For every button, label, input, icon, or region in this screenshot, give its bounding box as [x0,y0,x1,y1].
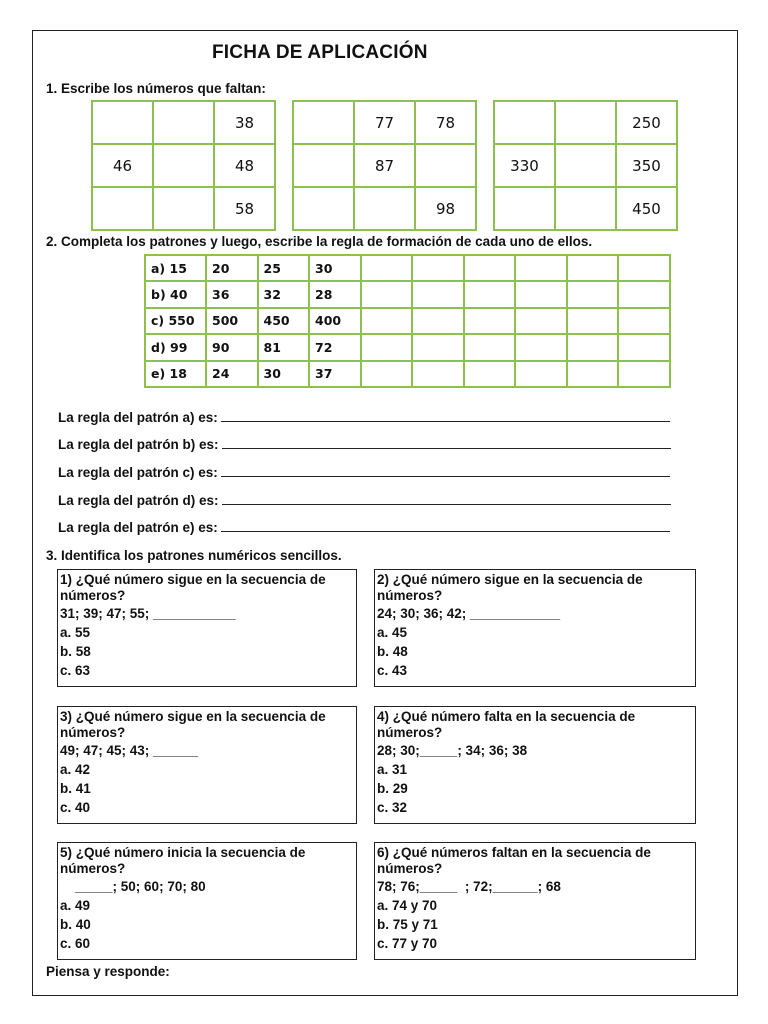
option-c[interactable]: c. 63 [60,663,91,678]
question-text: 1) ¿Qué número sigue en la secuencia de [60,572,326,587]
rule-label: La regla del patrón c) es: [58,465,218,480]
option-b[interactable]: b. 48 [377,644,408,659]
grid-cell[interactable] [153,187,214,230]
question-text: números? [60,861,126,876]
pattern-blank-cell[interactable] [412,361,464,387]
option-b[interactable]: b. 29 [377,781,408,796]
page-title: FICHA DE APLICACIÓN [212,42,428,63]
pattern-blank-cell[interactable] [515,361,567,387]
pattern-blank-cell[interactable] [515,334,567,360]
exercise-2-heading: 2. Completa los patrones y luego, escribe la regla de formación de cada uno de ellos. [46,234,593,249]
pattern-cell: 72 [309,334,361,360]
pattern-blank-cell[interactable] [515,308,567,334]
rule-answer-blank[interactable] [221,520,670,532]
sequence-text: 24; 30; 36; 42; ____________ [377,606,561,621]
grid-cell[interactable] [415,144,476,187]
sequence-text: 49; 47; 45; 43; ______ [60,743,199,758]
pattern-cell: 500 [206,308,258,334]
pattern-cell: 25 [258,255,310,281]
option-a[interactable]: a. 55 [60,625,91,640]
pattern-cell: 20 [206,255,258,281]
pattern-cell: 400 [309,308,361,334]
footer-prompt: Piensa y responde: [46,964,170,979]
question-text: 3) ¿Qué número sigue en la secuencia de [60,709,326,724]
option-b[interactable]: b. 75 y 71 [377,917,438,932]
grid-cell: 58 [214,187,275,230]
pattern-row-a [145,255,670,281]
grid-cell[interactable] [494,101,555,144]
rule-label: La regla del patrón a) es: [58,410,218,425]
option-a[interactable]: a. 45 [377,625,408,640]
question-box-6 [374,842,696,960]
rule-line-a [58,410,670,425]
pattern-blank-cell[interactable] [618,255,670,281]
option-c[interactable]: c. 77 y 70 [377,936,438,951]
rule-label: La regla del patrón b) es: [58,437,219,452]
grid-cell[interactable] [92,101,153,144]
pattern-blank-cell[interactable] [361,281,413,307]
question-text: 2) ¿Qué número sigue en la secuencia de [377,572,643,587]
question-box-3 [57,706,357,824]
pattern-blank-cell[interactable] [567,308,619,334]
rule-line-b [58,437,671,452]
grid-cell[interactable] [555,101,616,144]
pattern-row-d [145,334,670,360]
grid-cell[interactable] [293,187,354,230]
pattern-blank-cell[interactable] [361,308,413,334]
pattern-blank-cell[interactable] [464,281,516,307]
pattern-blank-cell[interactable] [515,281,567,307]
grid-cell: 87 [354,144,415,187]
question-text: números? [60,588,126,603]
pattern-cell: e) 18 [145,361,206,387]
pattern-blank-cell[interactable] [567,361,619,387]
pattern-blank-cell[interactable] [515,255,567,281]
pattern-cell: 81 [258,334,310,360]
rule-answer-blank[interactable] [221,465,670,477]
grid-cell[interactable] [153,101,214,144]
grid-cell[interactable] [354,187,415,230]
pattern-blank-cell[interactable] [464,361,516,387]
option-a[interactable]: a. 74 y 70 [377,898,438,913]
grid-cell: 350 [616,144,677,187]
grid-cell: 48 [214,144,275,187]
pattern-cell: 28 [309,281,361,307]
sequence-text: 78; 76;_____ ; 72;______; 68 [377,879,561,894]
question-box-2 [374,569,696,687]
option-c[interactable]: c. 60 [60,936,91,951]
pattern-cell: 24 [206,361,258,387]
pattern-cell: d) 99 [145,334,206,360]
sequence-text: 31; 39; 47; 55; ___________ [60,606,236,621]
pattern-table [144,254,671,388]
question-box-5 [57,842,357,960]
pattern-cell: 30 [258,361,310,387]
grid-cell[interactable] [494,187,555,230]
question-text: 6) ¿Qué números faltan en la secuencia de [377,845,651,860]
option-c[interactable]: c. 40 [60,800,91,815]
question-box-1 [57,569,357,687]
number-grid-1 [91,100,276,231]
question-text: 4) ¿Qué número falta en la secuencia de [377,709,636,724]
option-a[interactable]: a. 42 [60,762,91,777]
pattern-blank-cell[interactable] [464,308,516,334]
rule-label: La regla del patrón d) es: [58,493,219,508]
pattern-blank-cell[interactable] [412,255,464,281]
grid-cell[interactable] [555,187,616,230]
grid-cell[interactable] [153,144,214,187]
grid-cell: 46 [92,144,153,187]
pattern-cell: c) 550 [145,308,206,334]
option-b[interactable]: b. 41 [60,781,91,796]
pattern-blank-cell[interactable] [412,334,464,360]
grid-cell: 98 [415,187,476,230]
grid-cell: 38 [214,101,275,144]
pattern-cell: 36 [206,281,258,307]
rule-answer-blank[interactable] [222,493,671,505]
grid-cell: 77 [354,101,415,144]
rule-line-c [58,465,670,480]
option-b[interactable]: b. 58 [60,644,91,659]
pattern-blank-cell[interactable] [361,334,413,360]
rule-label: La regla del patrón e) es: [58,520,218,535]
question-text: números? [377,861,443,876]
pattern-row-b [145,281,670,307]
pattern-cell: 30 [309,255,361,281]
pattern-blank-cell[interactable] [567,255,619,281]
option-b[interactable]: b. 40 [60,917,91,932]
question-text: números? [377,725,443,740]
pattern-cell: 37 [309,361,361,387]
option-c[interactable]: c. 32 [377,800,408,815]
grid-cell[interactable] [293,101,354,144]
number-grid-3 [493,100,678,231]
pattern-row-e [145,361,670,387]
sequence-text: 28; 30;_____; 34; 36; 38 [377,743,528,758]
rule-answer-blank[interactable] [221,410,670,422]
option-c[interactable]: c. 43 [377,663,408,678]
question-box-4 [374,706,696,824]
grid-cell[interactable] [555,144,616,187]
rule-answer-blank[interactable] [222,437,671,449]
option-a[interactable]: a. 49 [60,898,91,913]
pattern-blank-cell[interactable] [464,334,516,360]
pattern-blank-cell[interactable] [567,334,619,360]
grid-cell: 78 [415,101,476,144]
pattern-cell: 450 [258,308,310,334]
number-grid-2 [292,100,477,231]
pattern-blank-cell[interactable] [567,281,619,307]
pattern-cell: 32 [258,281,310,307]
grid-cell: 250 [616,101,677,144]
pattern-blank-cell[interactable] [412,308,464,334]
pattern-blank-cell[interactable] [464,255,516,281]
pattern-blank-cell[interactable] [412,281,464,307]
pattern-blank-cell[interactable] [361,255,413,281]
grid-cell: 450 [616,187,677,230]
grid-cell[interactable] [92,187,153,230]
sequence-text: _____; 50; 60; 70; 80 [60,879,206,894]
grid-cell: 330 [494,144,555,187]
pattern-cell: b) 40 [145,281,206,307]
grid-cell[interactable] [293,144,354,187]
pattern-blank-cell[interactable] [618,334,670,360]
pattern-blank-cell[interactable] [618,281,670,307]
pattern-blank-cell[interactable] [361,361,413,387]
question-text: 5) ¿Qué número inicia la secuencia de [60,845,306,860]
question-text: números? [377,588,443,603]
pattern-blank-cell[interactable] [618,308,670,334]
pattern-blank-cell[interactable] [618,361,670,387]
pattern-row-c [145,308,670,334]
rule-line-e [58,520,670,535]
option-a[interactable]: a. 31 [377,762,408,777]
pattern-cell: a) 15 [145,255,206,281]
pattern-cell: 90 [206,334,258,360]
rule-line-d [58,493,671,508]
exercise-3-heading: 3. Identifica los patrones numéricos sencillos. [46,548,342,563]
question-text: números? [60,725,126,740]
exercise-1-heading: 1. Escribe los números que faltan: [46,81,266,96]
